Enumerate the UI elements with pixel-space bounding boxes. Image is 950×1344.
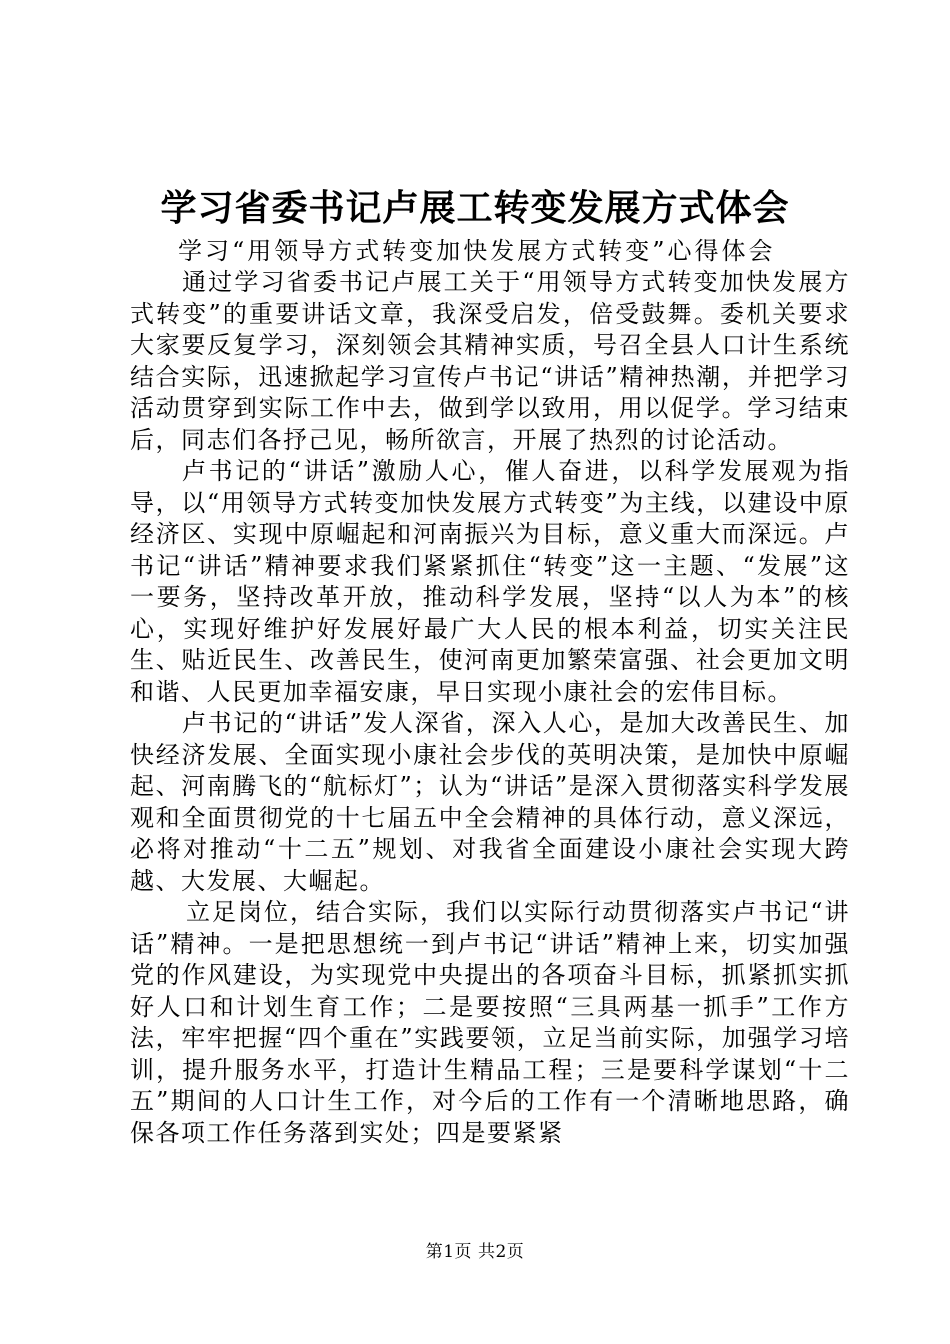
paragraph-3: 卢书记的“讲话”发人深省，深入人心，是加大改善民生、加快经济发展、全面实现小康社会步伐的英明决策，是加快中原崛起、河南腾飞的“航标灯”；认为“讲话”是深入贯彻落实科学发展观和全面贯彻党的十七届五中全会精神的具体行动，意义深远，必将对推动“十二五”规划、对我省全面建设小康社会实现大跨越、大发展、大崛起。: [130, 709, 850, 895]
paragraph-2: 卢书记的“讲话”激励人心，催人奋进，以科学发展观为指导，以“用领导方式转变加快发展方式转变”为主线，以建设中原经济区、实现中原崛起和河南振兴为目标，意义重大而深远。卢书记“讲话”精神要求我们紧紧抓住“转变”这一主题、“发展”这一要务，坚持改革开放，推动科学发展，坚持“以人为本”的核心，实现好维护好发展好最广大人民的根本利益，切实关注民生、贴近民生、改善民生，使河南更加繁荣富强、社会更加文明和谐、人民更加幸福安康，早日实现小康社会的宏伟目标。: [130, 457, 850, 706]
paragraph-1: 通过学习省委书记卢展工关于“用领导方式转变加快发展方式转变”的重要讲话文章，我深受启发，倍受鼓舞。委机关要求大家要反复学习，深刻领会其精神实质，号召全县人口计生系统结合实际，迅速掀起学习宣传卢书记“讲话”精神热潮，并把学习活动贯穿到实际工作中去，做到学以致用，用以促学。学习结束后，同志们各抒己见，畅所欲言，开展了热烈的讨论活动。: [130, 268, 850, 454]
document-title: 学习省委书记卢展工转变发展方式体会: [160, 187, 790, 229]
document-body: [130, 267, 850, 1149]
paragraph-4: 立足岗位，结合实际，我们以实际行动贯彻落实卢书记“讲话”精神。一是把思想统一到卢书记“讲话”精神上来，切实加强党的作风建设，为实现党中央提出的各项奋斗目标，抓紧抓实抓好人口和计划生育工作；二是要按照“三具两基一抓手”工作方法，牢牢把握“四个重在”实践要领，立足当前实际，加强学习培训，提升服务水平，打造计生精品工程；三是要科学谋划“十二五”期间的人口计生工作，对今后的工作有一个清晰地思路，确保各项工作任务落到实处；四是要紧紧: [130, 898, 850, 1147]
page-footer: 第1页 共2页: [425, 1242, 525, 1262]
document-subtitle: 学习“用领导方式转变加快发展方式转变”心得体会: [178, 237, 776, 265]
